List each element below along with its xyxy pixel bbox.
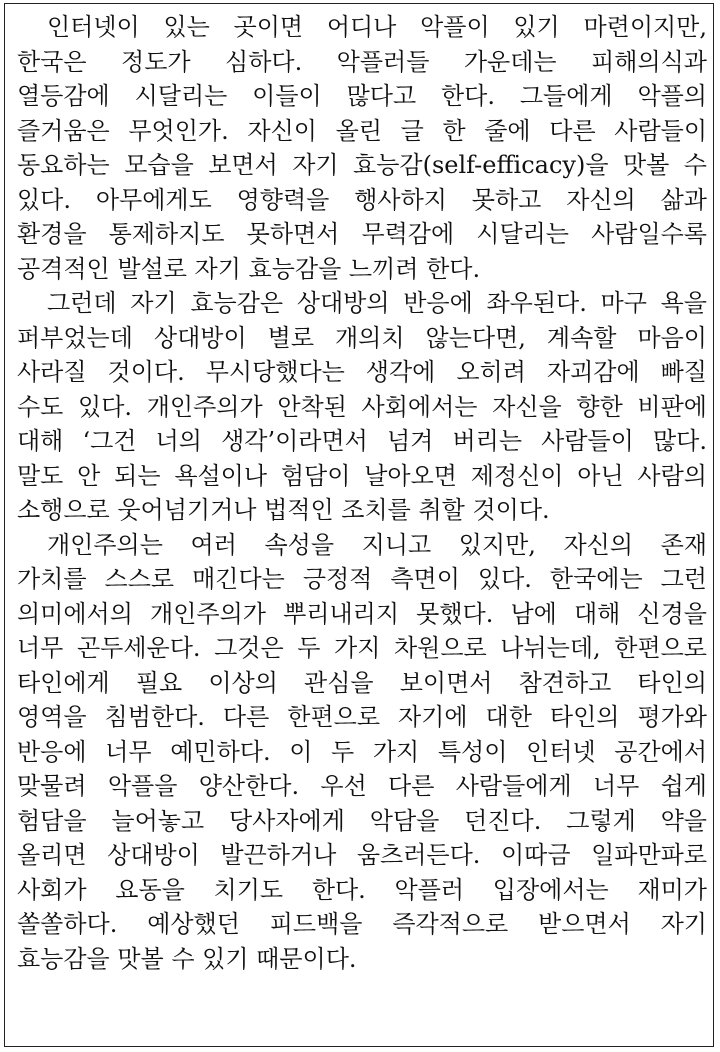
paragraph-line: 공격적인 발설로 자기 효능감을 느끼려 한다. [17,254,481,283]
paragraph-line: 인터넷이 있는 곳이면 어디나 악플이 있기 마련이지만, [47,13,707,41]
paragraph-line: 수도 있다. 개인주의가 안착된 사회에서는 자신을 향한 비판에 [17,392,707,421]
paragraph-line: 올리면 상대방이 발끈하거나 움츠러든다. 이따금 일파만파로 [17,841,707,869]
paragraph-line: 말도 안 되는 욕설이나 험담이 날아오면 제정신이 아닌 사람의 [17,461,707,490]
paragraph-line: 즐거움은 무엇인가. 자신이 올린 글 한 줄에 다른 사람들이 [17,116,707,145]
paragraph-line: 사회가 요동을 치기도 한다. 악플러 입장에서는 재미가 [17,875,707,904]
paragraph-line: 험담을 늘어놓고 당사자에게 악담을 던진다. 그렇게 약을 [17,806,707,835]
paragraph-line: 타인에게 필요 이상의 관심을 보이면서 참견하고 타인의 [17,668,707,697]
paragraph-line: 그런데 자기 효능감은 상대방의 반응에 좌우된다. 마구 욕을 [47,289,707,317]
paragraph-line: 효능감을 맛볼 수 있기 때문이다. [17,944,357,973]
paragraph-line: 열등감에 시달리는 이들이 많다고 한다. 그들에게 악플의 [17,82,707,110]
paragraph-line: 의미에서의 개인주의가 뿌리내리지 못했다. 남에 대해 신경을 [17,599,707,628]
paragraph-2 [17,286,707,528]
paragraph-line: 너무 곤두세운다. 그것은 두 가지 차원으로 나뉘는데, 한편으로 [17,634,707,662]
paragraph-line: 영역을 침범한다. 다른 한편으로 자기에 대한 타인의 평가와 [17,703,707,731]
paragraph-line: 한국은 정도가 심하다. 악플러들 가운데는 피해의식과 [17,47,707,76]
paragraph-line: 사라질 것이다. 무시당했다는 생각에 오히려 자괴감에 빠질 [17,358,707,386]
text-box-frame [4,3,714,1047]
paragraph-3 [17,528,707,977]
paragraph-line: 쏠쏠하다. 예상했던 피드백을 즉각적으로 받으면서 자기 [17,910,707,938]
paragraph-line: 소행으로 웃어넘기거나 법적인 조치를 취할 것이다. [17,496,550,524]
paragraph-line: 동요하는 모습을 보면서 자기 효능감(self-efficacy)을 맛볼 수 [17,151,707,179]
paragraph-line: 맞물려 악플을 양산한다. 우선 다른 사람들에게 너무 쉽게 [17,772,707,800]
paragraph-line: 퍼부었는데 상대방이 별로 개의치 않는다면, 계속할 마음이 [17,323,707,352]
paragraph-line: 가치를 스스로 매긴다는 긍정적 측면이 있다. 한국에는 그런 [17,565,707,593]
essay-body [17,10,707,976]
paragraph-line: 반응에 너무 예민하다. 이 두 가지 특성이 인터넷 공간에서 [17,737,707,766]
paragraph-1 [17,10,707,286]
paragraph-line: 있다. 아무에게도 영향력을 행사하지 못하고 자신의 삶과 [17,185,707,214]
paragraph-line: 환경을 통제하지도 못하면서 무력감에 시달리는 사람일수록 [17,220,707,248]
paragraph-line: 개인주의는 여러 속성을 지니고 있지만, 자신의 존재 [47,530,707,559]
paragraph-line: 대해 ‘그건 너의 생각’이라면서 넘겨 버리는 사람들이 많다. [17,427,707,455]
